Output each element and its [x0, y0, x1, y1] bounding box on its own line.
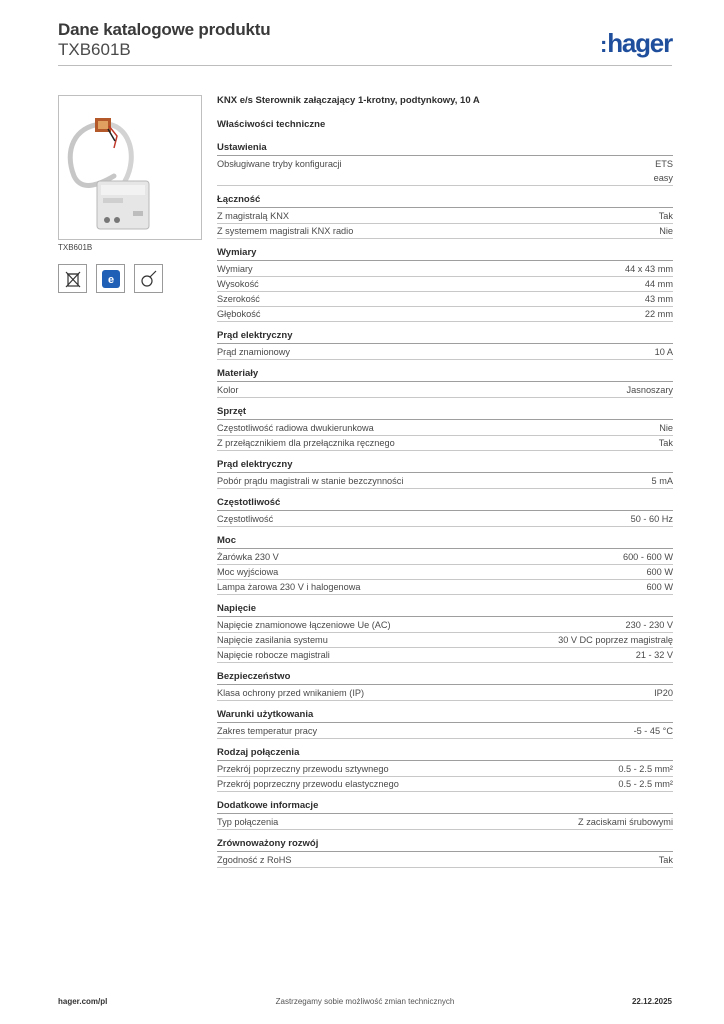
spec-group: [217, 405, 673, 451]
spec-row: [217, 724, 673, 739]
spec-group: [217, 193, 673, 239]
hager-logo: [600, 28, 672, 59]
product-image-label: TXB601B: [58, 243, 93, 252]
spec-row: [217, 618, 673, 633]
spec-group: [217, 141, 673, 186]
spec-value: Tak: [658, 855, 673, 865]
spec-value: 600 W: [646, 582, 673, 592]
spec-row: [217, 565, 673, 580]
spec-row: [217, 686, 673, 701]
spec-label: Zgodność z RoHS: [217, 855, 292, 865]
spec-value: Jasnoszary: [626, 385, 673, 395]
spec-label: Napięcie znamionowe łączeniowe Ue (AC): [217, 620, 391, 630]
recycle-bin-icon: [58, 264, 87, 293]
spec-label: Kolor: [217, 385, 239, 395]
page-title: Dane katalogowe produktu: [58, 20, 271, 39]
spec-row: [217, 262, 673, 277]
spec-label: Pobór prądu magistrali w stanie bezczynności: [217, 476, 404, 486]
spec-content: [217, 94, 673, 868]
spec-row: [217, 421, 673, 436]
spec-row: [217, 550, 673, 565]
spec-label: Typ połączenia: [217, 817, 279, 827]
spec-group: [217, 367, 673, 398]
brand-name: hager: [607, 28, 672, 58]
spec-row: [217, 648, 673, 663]
spec-group: [217, 746, 673, 792]
spec-group-title: Prąd elektryczny: [217, 458, 673, 473]
spec-label: Z systemem magistrali KNX radio: [217, 226, 354, 236]
product-description: KNX e/s Sterownik załączający 1-krotny, podtynkowy, 10 A: [217, 95, 480, 106]
spec-group-title: Łączność: [217, 193, 673, 208]
spec-group-title: Napięcie: [217, 602, 673, 617]
spec-row: [217, 209, 673, 224]
spec-group-title: Wymiary: [217, 246, 673, 261]
spec-label: Napięcie zasilania systemu: [217, 635, 328, 645]
product-image: [58, 95, 202, 240]
spec-group-title: Warunki użytkowania: [217, 708, 673, 723]
spec-group: [217, 837, 673, 868]
spec-group-title: Bezpieczeństwo: [217, 670, 673, 685]
cable-icon: [134, 264, 163, 293]
spec-group: [217, 329, 673, 360]
spec-group: [217, 708, 673, 739]
spec-group-title: Sprzęt: [217, 405, 673, 420]
product-illustration: [59, 96, 201, 239]
footer-website[interactable]: hager.com/pl: [58, 997, 108, 1006]
spec-group: [217, 602, 673, 663]
footer-date: 22.12.2025: [631, 997, 672, 1006]
knx-badge-icon: [96, 264, 125, 293]
spec-groups: [217, 141, 673, 868]
spec-label: Klasa ochrony przed wnikaniem (IP): [217, 688, 365, 698]
spec-label: Prąd znamionowy: [217, 347, 291, 357]
spec-group-title: Częstotliwość: [217, 496, 673, 511]
spec-group: [217, 670, 673, 701]
spec-row: [217, 224, 673, 239]
logo-colon-mark: :: [600, 32, 607, 57]
spec-value: 5 mA: [651, 476, 673, 486]
spec-label: Częstotliwość: [217, 514, 274, 524]
spec-value: 10 A: [654, 347, 673, 357]
spec-group-title: Ustawienia: [217, 141, 673, 156]
specs-heading: Właściwości techniczne: [217, 119, 326, 130]
product-icons: [58, 264, 163, 293]
spec-label: Wysokość: [217, 279, 259, 289]
spec-value: 0.5 - 2.5 mm²: [618, 764, 673, 774]
spec-value: 43 mm: [644, 294, 673, 304]
spec-label: Zakres temperatur pracy: [217, 726, 318, 736]
spec-label: Moc wyjściowa: [217, 567, 279, 577]
spec-value: 21 - 32 V: [635, 650, 673, 660]
spec-value: 44 x 43 mm: [625, 264, 673, 274]
spec-row: [217, 307, 673, 322]
spec-group-title: Rodzaj połączenia: [217, 746, 673, 761]
spec-group: [217, 246, 673, 322]
spec-value: 50 - 60 Hz: [630, 514, 673, 524]
spec-group: [217, 458, 673, 489]
spec-label: Z magistralą KNX: [217, 211, 289, 221]
header-divider: [58, 65, 672, 66]
spec-row: [217, 157, 673, 186]
spec-value: 0.5 - 2.5 mm²: [618, 779, 673, 789]
spec-row: [217, 580, 673, 595]
spec-value: 230 - 230 V: [625, 620, 673, 630]
spec-label: Żarówka 230 V: [217, 552, 279, 562]
spec-group: [217, 799, 673, 830]
spec-value: Tak: [658, 438, 673, 448]
spec-label: Napięcie robocze magistrali: [217, 650, 330, 660]
spec-label: Obsługiwane tryby konfiguracji: [217, 159, 342, 169]
spec-group-title: Moc: [217, 534, 673, 549]
spec-group-title: Dodatkowe informacje: [217, 799, 673, 814]
spec-row: [217, 762, 673, 777]
svg-text:e: e: [107, 273, 114, 286]
spec-value: -5 - 45 °C: [633, 726, 673, 736]
spec-row: [217, 383, 673, 398]
spec-label: Głębokość: [217, 309, 261, 319]
footer-disclaimer: Zastrzegamy sobie możliwość zmian technicznych: [275, 997, 455, 1006]
spec-label: Szerokość: [217, 294, 260, 304]
product-code: TXB601B: [58, 40, 131, 59]
spec-value: ETS easy: [653, 159, 673, 183]
spec-label: Częstotliwość radiowa dwukierunkowa: [217, 423, 374, 433]
spec-value: Z zaciskami śrubowymi: [578, 817, 673, 827]
spec-row: [217, 633, 673, 648]
spec-value: Nie: [659, 226, 673, 236]
spec-value: IP20: [654, 688, 673, 698]
spec-value: 600 W: [646, 567, 673, 577]
spec-row: [217, 815, 673, 830]
spec-row: [217, 512, 673, 527]
spec-group-title: Prąd elektryczny: [217, 329, 673, 344]
spec-group-title: Materiały: [217, 367, 673, 382]
spec-value: 22 mm: [644, 309, 673, 319]
spec-row: [217, 777, 673, 792]
spec-label: Z przełącznikiem dla przełącznika ręcznego: [217, 438, 395, 448]
spec-group: [217, 496, 673, 527]
spec-label: Przekrój poprzeczny przewodu elastycznego: [217, 779, 399, 789]
spec-label: Przekrój poprzeczny przewodu sztywnego: [217, 764, 389, 774]
spec-row: [217, 277, 673, 292]
spec-label: Wymiary: [217, 264, 253, 274]
spec-value: 600 - 600 W: [622, 552, 673, 562]
spec-value: Tak: [658, 211, 673, 221]
spec-row: [217, 474, 673, 489]
spec-value: 44 mm: [644, 279, 673, 289]
spec-value: Nie: [659, 423, 673, 433]
spec-row: [217, 436, 673, 451]
spec-value: 30 V DC poprzez magistralę: [558, 635, 673, 645]
spec-row: [217, 345, 673, 360]
spec-group: [217, 534, 673, 595]
spec-group-title: Zrównoważony rozwój: [217, 837, 673, 852]
spec-label: Lampa żarowa 230 V i halogenowa: [217, 582, 361, 592]
spec-row: [217, 292, 673, 307]
spec-row: [217, 853, 673, 868]
